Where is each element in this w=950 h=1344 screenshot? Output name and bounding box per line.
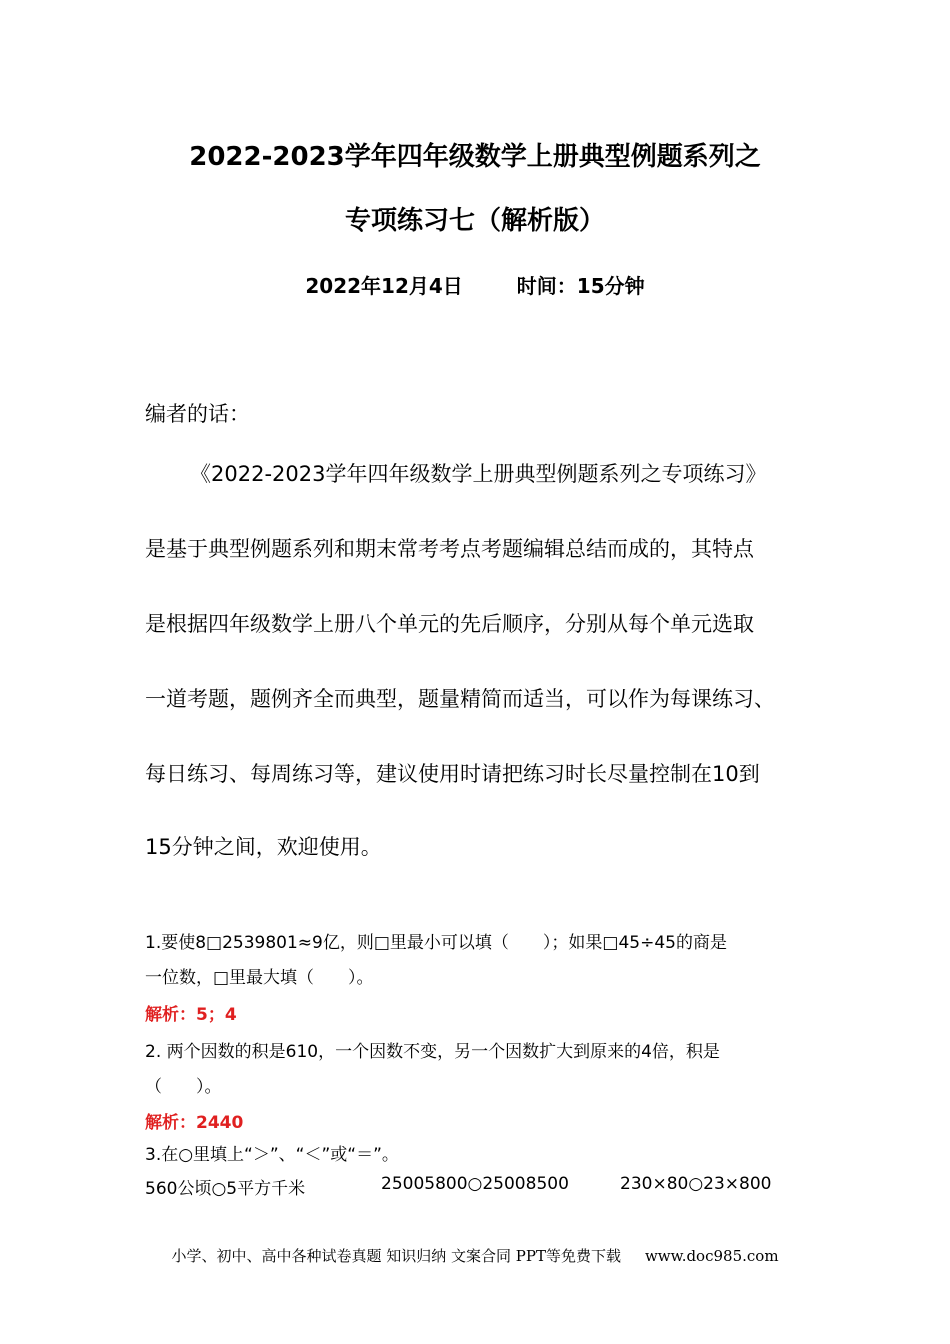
question-2-answer: 解析：2440 [145,1113,244,1133]
document-title-line2: 专项练习七（解析版） [344,206,605,236]
editor-line: 是基于典型例题系列和期末常考考点考题编辑总结而成的，其特点 [145,537,754,561]
question-2-line1: 2. 两个因数的积是610，一个因数不变，另一个因数扩大到原来的4倍，积是 [145,1042,720,1062]
date-text: 2022年12月4日 [305,274,463,298]
question-1-answer: 解析：5；4 [145,1005,237,1025]
comparison-item: 25005800○25008500 [381,1174,569,1194]
editor-line: 15分钟之间，欢迎使用。 [145,835,382,859]
question-2-line2: （ ）。 [145,1077,222,1097]
footer-text: 小学、初中、高中各种试卷真题 知识归纳 文案合同 PPT等免费下载 [171,1247,621,1265]
document-title-line1: 2022-2023学年四年级数学上册典型例题系列之 [189,142,761,172]
question-1-line1: 1.要使8□2539801≈9亿，则□里最小可以填（ ）；如果□45÷45的商是 [145,933,727,953]
editor-line: 是根据四年级数学上册八个单元的先后顺序，分别从每个单元选取 [145,612,754,636]
comparison-item: 560公顷○5平方千米 [145,1179,306,1199]
document-meta [0,270,950,299]
duration-text: 时间：15分钟 [516,274,645,298]
editor-line: 《2022-2023学年四年级数学上册典型例题系列之专项练习》 [190,462,767,486]
question-3-line1: 3.在○里填上“＞”、“＜”或“＝”。 [145,1145,399,1165]
editor-line: 每日练习、每周练习等，建议使用时请把练习时长尽量控制在10到 [145,762,760,786]
question-1-line2: 一位数，□里最大填（ ）。 [145,968,374,988]
footer-url[interactable]: www.doc985.com [644,1247,779,1265]
editor-line: 一道考题，题例齐全而典型，题量精简而适当，可以作为每课练习、 [145,687,775,711]
editor-heading: 编者的话： [145,402,250,426]
page-footer [0,1245,950,1266]
comparison-item: 230×80○23×800 [620,1174,772,1194]
